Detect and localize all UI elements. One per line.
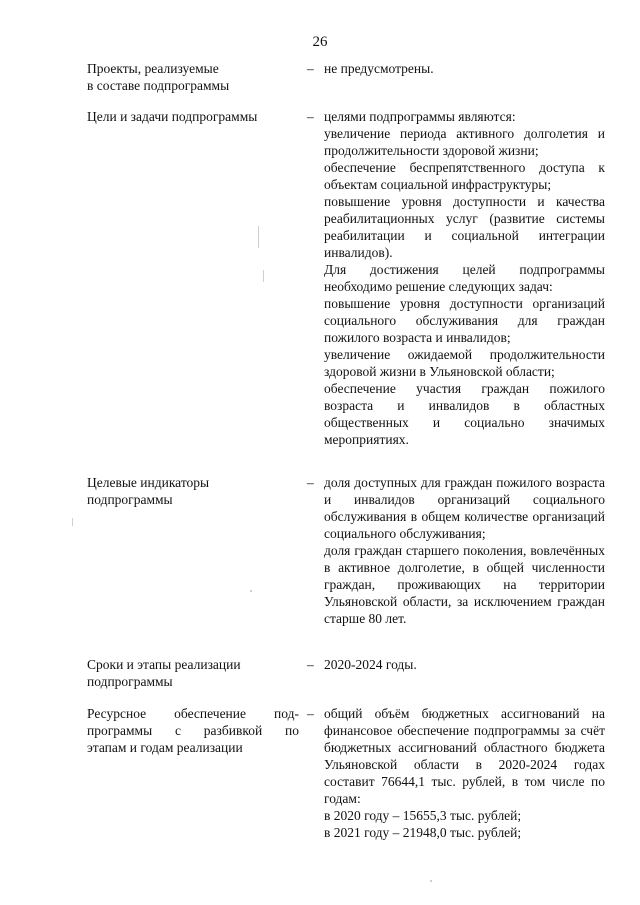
label-line: Ресурсное обеспечение под-	[87, 706, 299, 721]
section-label	[87, 108, 299, 125]
scan-speck	[263, 270, 264, 282]
value-paragraph: повышение уровня доступности и качества реабилитационных услуг (развитие системы реабилитации и социальной интеграции инвалидов).	[324, 194, 605, 260]
dash-separator: –	[307, 109, 314, 124]
dash-separator: –	[307, 475, 314, 490]
section-label	[87, 705, 299, 756]
value-paragraph: доля граждан старшего поколения, вовлечённых в активное долголетие, в общей численности граждан, проживающих на территории Ульяновской области, за исключением граждан старше 80 лет.	[324, 543, 605, 626]
value-paragraph: доля доступных для граждан пожилого возраста и инвалидов организаций социального обслуживания в общем количестве организаций социального обслуживания;	[324, 475, 605, 541]
value-paragraph: увеличение периода активного долголетия и продолжительности здоровой жизни;	[324, 126, 605, 158]
page-number: 26	[312, 34, 328, 50]
label-line: этапам и годам реализации	[87, 740, 243, 755]
value-paragraph: в 2021 году – 21948,0 тыс. рублей;	[324, 825, 522, 840]
value-paragraph: в 2020 году – 15655,3 тыс. рублей;	[324, 808, 522, 823]
value-paragraph: Для достижения целей подпрограммы необходимо решение следующих задач:	[324, 262, 605, 294]
dash-separator: –	[307, 61, 314, 76]
label-line: Целевые индикаторы	[87, 475, 210, 490]
section-label	[87, 474, 299, 508]
dash-separator: –	[307, 657, 314, 672]
value-paragraph: общий объём бюджетных ассигнований на финансовое обеспечение подпрограммы за счёт бюджетных ассигнований областного бюджета Ульяновской области в 2020-2024 годах составит 76644,1 тыс. рублей, в том числе по годам:	[324, 706, 605, 806]
dash-separator: –	[307, 706, 314, 721]
label-line: Сроки и этапы реализации	[87, 657, 241, 672]
label-line: Проекты, реализуемые	[87, 61, 219, 76]
value-paragraph: увеличение ожидаемой продолжительности здоровой жизни в Ульяновской области;	[324, 347, 605, 379]
value-paragraph: обеспечение беспрепятственного доступа к объектам социальной инфраструктуры;	[324, 160, 605, 192]
label-line: подпрограммы	[87, 492, 173, 507]
value-paragraph: повышение уровня доступности организаций социального обслуживания для граждан пожилого возраста и инвалидов;	[324, 296, 605, 345]
section-label	[87, 656, 299, 690]
label-line: программы с разбивкой по	[87, 723, 299, 738]
section-value	[324, 474, 605, 627]
label-line: Цели и задачи подпрограммы	[87, 109, 258, 124]
section-value	[324, 656, 605, 673]
value-paragraph: обеспечение участия граждан пожилого возраста и инвалидов в областных общественных и социально значимых мероприятиях.	[324, 381, 605, 447]
value-paragraph: 2020-2024 годы.	[324, 657, 417, 672]
value-paragraph: не предусмотрены.	[324, 61, 434, 76]
scan-speck	[72, 518, 73, 526]
section-value	[324, 705, 605, 841]
section-label	[87, 60, 299, 94]
section-value	[324, 108, 605, 448]
scan-speck	[250, 590, 252, 592]
scan-speck	[258, 226, 259, 248]
section-value	[324, 60, 605, 77]
scan-speck	[430, 880, 432, 882]
label-line: подпрограммы	[87, 674, 173, 689]
value-paragraph: целями подпрограммы являются:	[324, 109, 516, 124]
label-line: в составе подпрограммы	[87, 78, 230, 93]
